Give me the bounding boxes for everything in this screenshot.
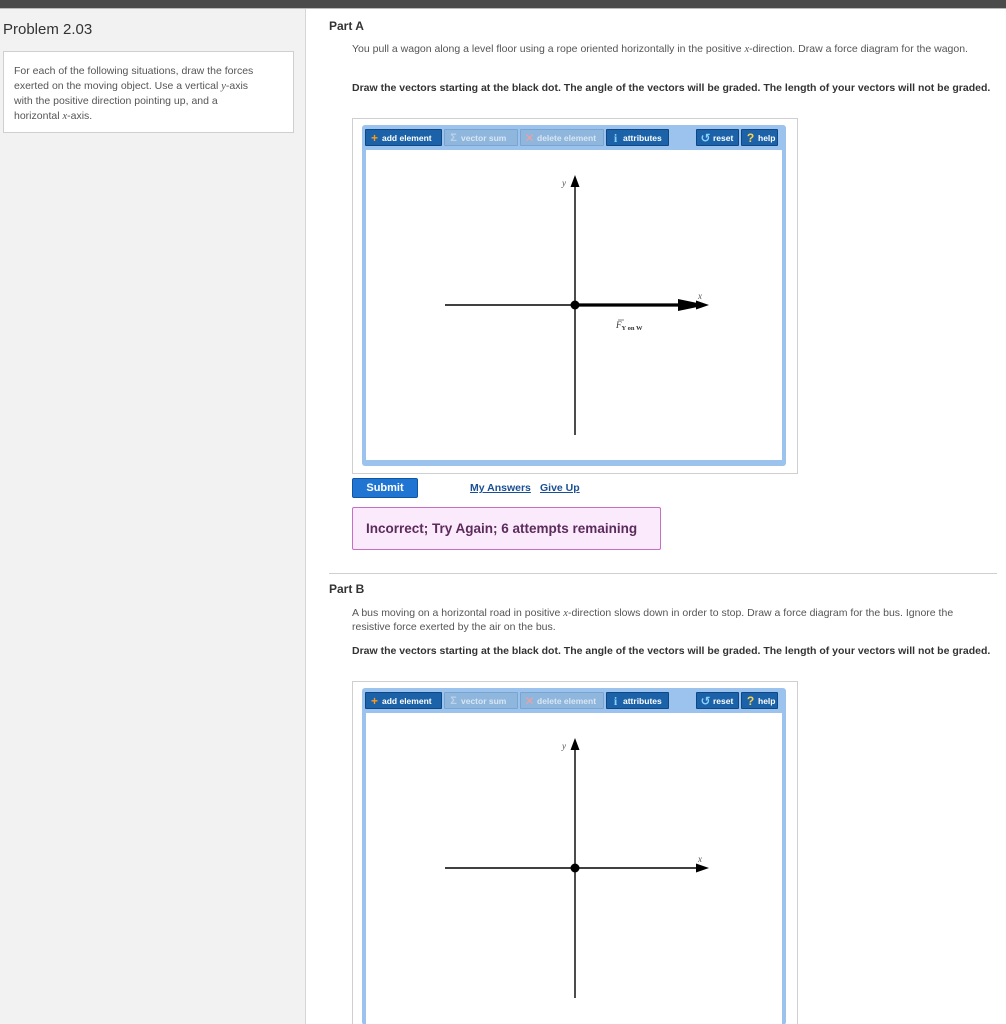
x-axis-arrowhead bbox=[696, 864, 709, 873]
left-panel bbox=[0, 9, 306, 1024]
info-icon: i bbox=[613, 694, 618, 708]
help-button[interactable]: ? help bbox=[741, 692, 778, 709]
part-a-drawing-tool bbox=[352, 118, 798, 474]
add-element-button[interactable]: + add element bbox=[365, 129, 442, 146]
vector-sum-button[interactable]: Σ vector sum bbox=[444, 692, 518, 709]
part-b-instructions: Draw the vectors starting at the black dot. The angle of the vectors will be graded. The length of your vectors will not be graded. bbox=[352, 645, 991, 657]
sigma-icon: Σ bbox=[450, 132, 457, 144]
instructions-line: exerted on the moving object. Use a vertical y-axis bbox=[14, 79, 249, 92]
axes-diagram[interactable] bbox=[366, 713, 782, 1024]
reset-button[interactable]: ↺ reset bbox=[696, 692, 739, 709]
drawing-tool-panel bbox=[362, 688, 786, 1024]
y-axis-arrowhead bbox=[571, 738, 580, 750]
attributes-button[interactable]: i attributes bbox=[606, 129, 669, 146]
drawing-tool-panel bbox=[362, 125, 786, 466]
plus-icon: + bbox=[370, 131, 378, 145]
origin-dot[interactable] bbox=[571, 301, 580, 310]
delete-icon: ✕ bbox=[524, 131, 535, 145]
y-axis-label: y bbox=[562, 741, 566, 751]
my-answers-link[interactable]: My Answers bbox=[470, 482, 531, 494]
delete-element-button[interactable]: ✕ delete element bbox=[520, 129, 604, 146]
part-a-title: Part A bbox=[329, 19, 364, 33]
x-axis-label: x bbox=[698, 291, 702, 301]
reset-button[interactable]: ↺ reset bbox=[696, 129, 739, 146]
give-up-link[interactable]: Give Up bbox=[540, 482, 580, 494]
part-b-question: A bus moving on a horizontal road in positive x-direction slows down in order to stop. Draw a force diagram for the bus. Ignore the resistive force exerted by the air on the bus. bbox=[352, 607, 954, 633]
drawing-toolbar bbox=[362, 688, 786, 712]
axes-diagram[interactable] bbox=[366, 150, 782, 460]
reset-icon: ↺ bbox=[700, 131, 711, 145]
instructions-line: horizontal x-axis. bbox=[14, 109, 93, 122]
y-axis-arrowhead bbox=[571, 175, 580, 187]
top-bar bbox=[0, 0, 1006, 9]
part-b-drawing-tool bbox=[352, 681, 798, 1024]
delete-icon: ✕ bbox=[524, 694, 535, 708]
help-button[interactable]: ? help bbox=[741, 129, 778, 146]
force-vector-label: $F_{Y on W}$ bbox=[616, 320, 643, 332]
feedback-message: Incorrect; Try Again; 6 attempts remaining bbox=[352, 507, 661, 550]
add-element-button[interactable]: + add element bbox=[365, 692, 442, 709]
delete-element-button[interactable]: ✕ delete element bbox=[520, 692, 604, 709]
instructions-box bbox=[3, 51, 294, 133]
plus-icon: + bbox=[370, 694, 378, 708]
part-a-instructions: Draw the vectors starting at the black dot. The angle of the vectors will be graded. The length of your vectors will not be graded. bbox=[352, 82, 991, 94]
sigma-icon: Σ bbox=[450, 695, 457, 707]
vector-sum-button[interactable]: Σ vector sum bbox=[444, 129, 518, 146]
info-icon: i bbox=[613, 131, 618, 145]
submit-button[interactable]: Submit bbox=[352, 478, 418, 498]
instructions-line: with the positive direction pointing up, and a bbox=[14, 95, 218, 107]
instructions-line: For each of the following situations, draw the forces bbox=[14, 65, 254, 77]
help-icon: ? bbox=[746, 131, 755, 145]
attributes-button[interactable]: i attributes bbox=[606, 692, 669, 709]
y-axis-label: y bbox=[562, 178, 566, 188]
force-vector-arrowhead[interactable] bbox=[678, 299, 707, 311]
problem-title: Problem 2.03 bbox=[3, 21, 93, 38]
reset-icon: ↺ bbox=[700, 694, 711, 708]
drawing-canvas[interactable] bbox=[366, 713, 782, 1024]
drawing-toolbar bbox=[362, 125, 786, 149]
drawing-canvas[interactable] bbox=[366, 150, 782, 460]
x-axis-label: x bbox=[698, 854, 702, 864]
help-icon: ? bbox=[746, 694, 755, 708]
origin-dot[interactable] bbox=[571, 864, 580, 873]
part-a-question: You pull a wagon along a level floor using a rope oriented horizontally in the positive x-direction. Draw a force diagram for the wagon. bbox=[352, 43, 968, 55]
part-divider bbox=[329, 573, 997, 574]
part-b-title: Part B bbox=[329, 582, 365, 596]
